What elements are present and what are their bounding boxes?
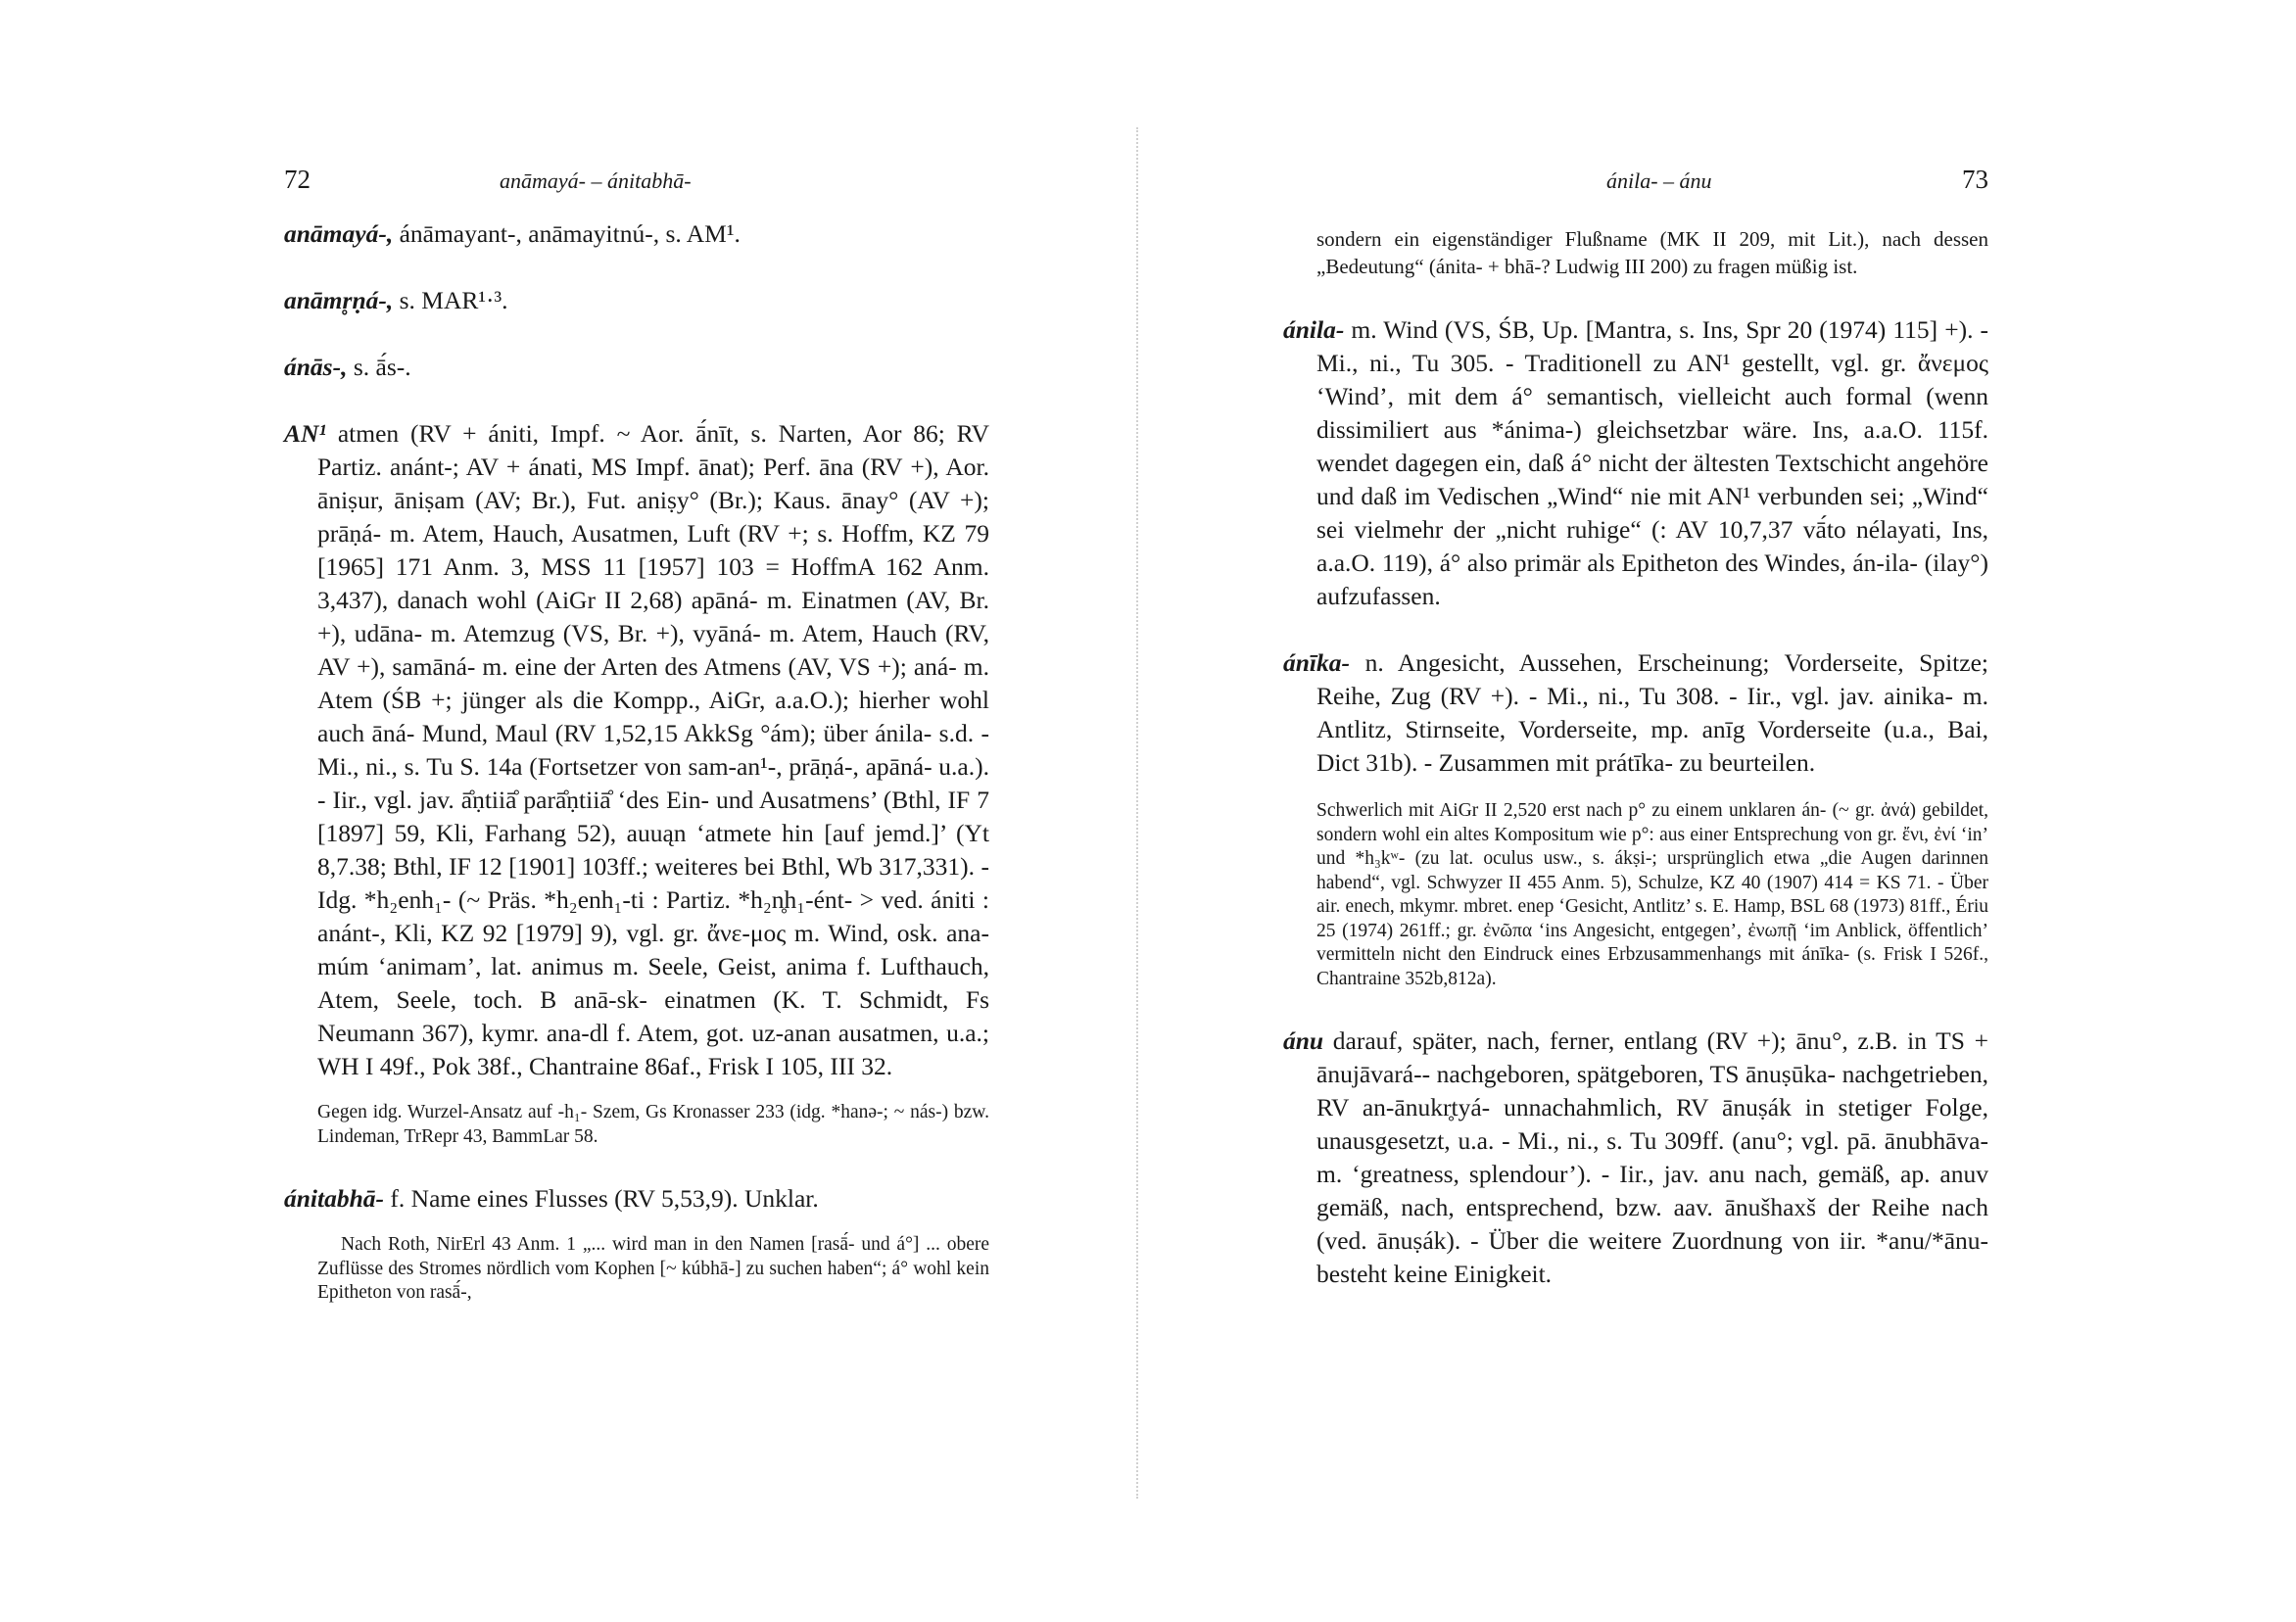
left-page-header [284,165,989,204]
entry-text: ánāmayant-, anāmayitnú-, s. AM¹. [393,219,741,248]
footnote: Nach Roth, NirErl 43 Anm. 1 „... wird man in den Namen [rasā́- und á°] ... obere Zuflüsse des Stromes nördlich vom Kophen [~ kúbhā-] zu suchen haben“; á° wohl kein Epitheton von rasā́-, [317,1234,989,1303]
headword: anāmr̥ṇá-, [284,286,394,314]
entry-text: m. Wind (VS, ŚB, Up. [Mantra, s. Ins, Spr 20 (1974) 115] +). - Mi., ni., Tu 305. - Traditionell zu AN¹ gestellt, vgl. gr. ἄνεμος ‘Wind’, mit dem á° semantisch, vielleicht auch formal (wenn dissimiliert aus *ánima-) gleichsetzbar wäre. Ins, a.a.O. 115f. wendet dagegen ein, daß á° nicht der ältesten Textschicht angehöre und daß im Vedischen „Wind“ nie mit AN¹ verbunden sei; „Wind“ sei vielmehr der „nicht ruhige“ (: AV 10,7,37 vā́to nélayati, Ins, a.a.O. 119), á° also primär als Epitheton des Windes, án-ila- (ilay°) aufzufassen. [1316,315,1988,610]
dictionary-entry [284,351,989,384]
right-page-header [1283,165,1988,204]
right-page-body [1283,225,1988,1291]
entry-text: f. Name eines Flusses (RV 5,53,9). Unklar. [384,1184,819,1213]
footnote: Gegen idg. Wurzel-Ansatz auf -h₁- Szem, Gs Kronasser 233 (idg. *hanə-; ~ nás-) bzw. Lindeman, TrRepr 43, BammLar 58. [317,1102,989,1147]
dictionary-entry [1283,313,1988,613]
entry-text: s. ā́s-. [347,353,411,381]
headword: ánila- [1283,315,1345,344]
dictionary-entry [1283,646,1988,780]
headword: ánās-, [284,353,348,381]
page-number: 73 [1962,165,1988,194]
entry-text: n. Angesicht, Aussehen, Erscheinung; Vorderseite, Spitze; Reihe, Zug (RV +). - Mi., ni., Tu 308. - Iir., vgl. jav. ainika- m. Antlitz, Stirnseite, Vorderseite, mp. anīg Vorderseite (u.a., Bai, Dict 31b). - Zusammen mit prátīka- zu beurteilen. [1316,648,1988,777]
headword: AN¹ [284,419,327,448]
dictionary-entry [284,1182,989,1216]
left-page-body [284,217,989,1306]
dictionary-entry [284,217,989,251]
entry-text: atmen (RV + ániti, Impf. ~ Aor. ā́nīt, s. Narten, Aor 86; RV Partiz. anánt-; AV + ánati, MS Impf. ānat); Perf. āna (RV +), Aor. āniṣur, āniṣam (AV; Br.), Fut. aniṣy° (Br.); Kaus. ānay° (AV +); prāṇá- m. Atem, Hauch, Ausatmen, Luft (RV +; s. Hoffm, KZ 79 [1965] 171 Anm. 3, MSS 11 [1957] 103 = HoffmA 162 Anm. 3,437), danach wohl (AiGr II 2,68) apāná- m. Einatmen (AV, Br. +), udāna- m. Atemzug (VS, Br. +), vyāná- m. Atem, Hauch (RV, AV +), samāná- m. eine der Arten des Atmens (AV, VS +); aná- m. Atem (ŚB +; jünger als die Kompp., AiGr, a.a.O.); hierher wohl auch āná- Mund, Maul (RV 1,52,15 AkkSg °ám); über ánila- s.d. - Mi., ni., s. Tu S. 14a (Fortsetzer von sam-an¹-, prāṇá-, apāná- u.a.). - Iir., vgl. jav. ā̊ṇtiiā̊ parā̊ṇtiiā̊ ‘des Ein- und Ausatmens’ (Bthl, IF 7 [1897] 59, Kli, Farhang 52), auuąn ‘atmete hin [auf jemd.]’ (Yt 8,7.38; Bthl, IF 12 [1901] 103ff.; weiteres bei Bthl, Wb 317,331). - Idg. *h₂enh₁- (~ Präs. *h₂enh₁-ti : Partiz. *h₂n̥h₁-ént- > ved. ániti : anánt-, Kli, KZ 92 [1979] 9), vgl. gr. ἄνε-μος m. Wind, osk. ana-múm ‘animam’, lat. animus m. Seele, Geist, anima f. Lufthauch, Atem, Seele, toch. B anā-sk- einatmen (K. T. Schmidt, Fs Neumann 367), kymr. ana-dl f. Atem, got. uz-anan ausatmen, u.a.; WH I 49f., Pok 38f., Chantraine 86af., Frisk I 105, III 32. [317,419,989,1080]
entry-text: s. MAR¹·³. [393,286,508,314]
dictionary-entry [1283,1025,1988,1291]
headword: ánīka- [1283,648,1351,677]
page-number: 72 [284,165,311,194]
running-head: ánila- – ánu [1606,168,1712,193]
footnote: Schwerlich mit AiGr II 2,520 erst nach p° zu einem unklaren án- (~ gr. ἀνά) gebildet, sondern wohl ein altes Kompositum wie p°: aus einer Entsprechung von gr. ἔνι, ἐνί ‘in’ und *h₃kʷ- (zu lat. oculus usw., s. ákṣi-; ursprünglich etwa „die Augen darinnen habend“, vgl. Schwyzer II 455 Anm. 5), Schulze, KZ 40 (1907) 414 = KS 71. - Über air. enech, mkymr. mbret. enep ‘Gesicht, Antlitz’ s. E. Hamp, BSL 68 (1973) 81ff., Ériu 25 (1974) 261ff.; gr. ἐνῶπα ‘ins Angesicht, entgegen’, ἐνωπῇ ‘im Anblick, öffentlich’ vermitteln nicht den Eindruck eines Erbzusammenhangs mit ánīka- (s. Frisk I 526f., Chantraine 352b,812a). [1316,800,1988,989]
right-page [1283,0,1988,1622]
headword: ánu [1283,1026,1324,1055]
headword: ánitabhā- [284,1184,385,1213]
headword: anāmayá-, [284,219,394,248]
continuation-text: sondern ein eigenständiger Flußname (MK II 209, mit Lit.), nach dessen „Bedeutung“ (ánita- + bhā-? Ludwig III 200) zu fragen müßig ist. [1316,227,1988,278]
entry-text: darauf, später, nach, ferner, entlang (RV +); ānu°, z.B. in TS + ānujāvará-- nachgeboren, spätgeboren, TS ānuṣūka- nachgetrieben, RV an-ānukr̥tyá- unnachahmlich, RV ānuṣák in stetiger Folge, unausgesetzt, u.a. - Mi., ni., s. Tu 309ff. (anu°; vgl. pā. ānubhāva- m. ‘greatness, splendour’). - Iir., jav. anu nach, gemäß, ap. anuv gemäß, nach, entsprechend, bzw. aav. ānušhaxš der Reihe nach (ved. ānuṣák). - Über die weitere Zuordnung von iir. *anu/*ānu- besteht keine Einigkeit. [1316,1026,1988,1288]
dictionary-entry [284,284,989,317]
left-page [284,0,989,1622]
dictionary-entry [284,417,989,1083]
page-gutter [1136,127,1138,1499]
running-head: anāmayá- – ánitabhā- [500,168,692,193]
